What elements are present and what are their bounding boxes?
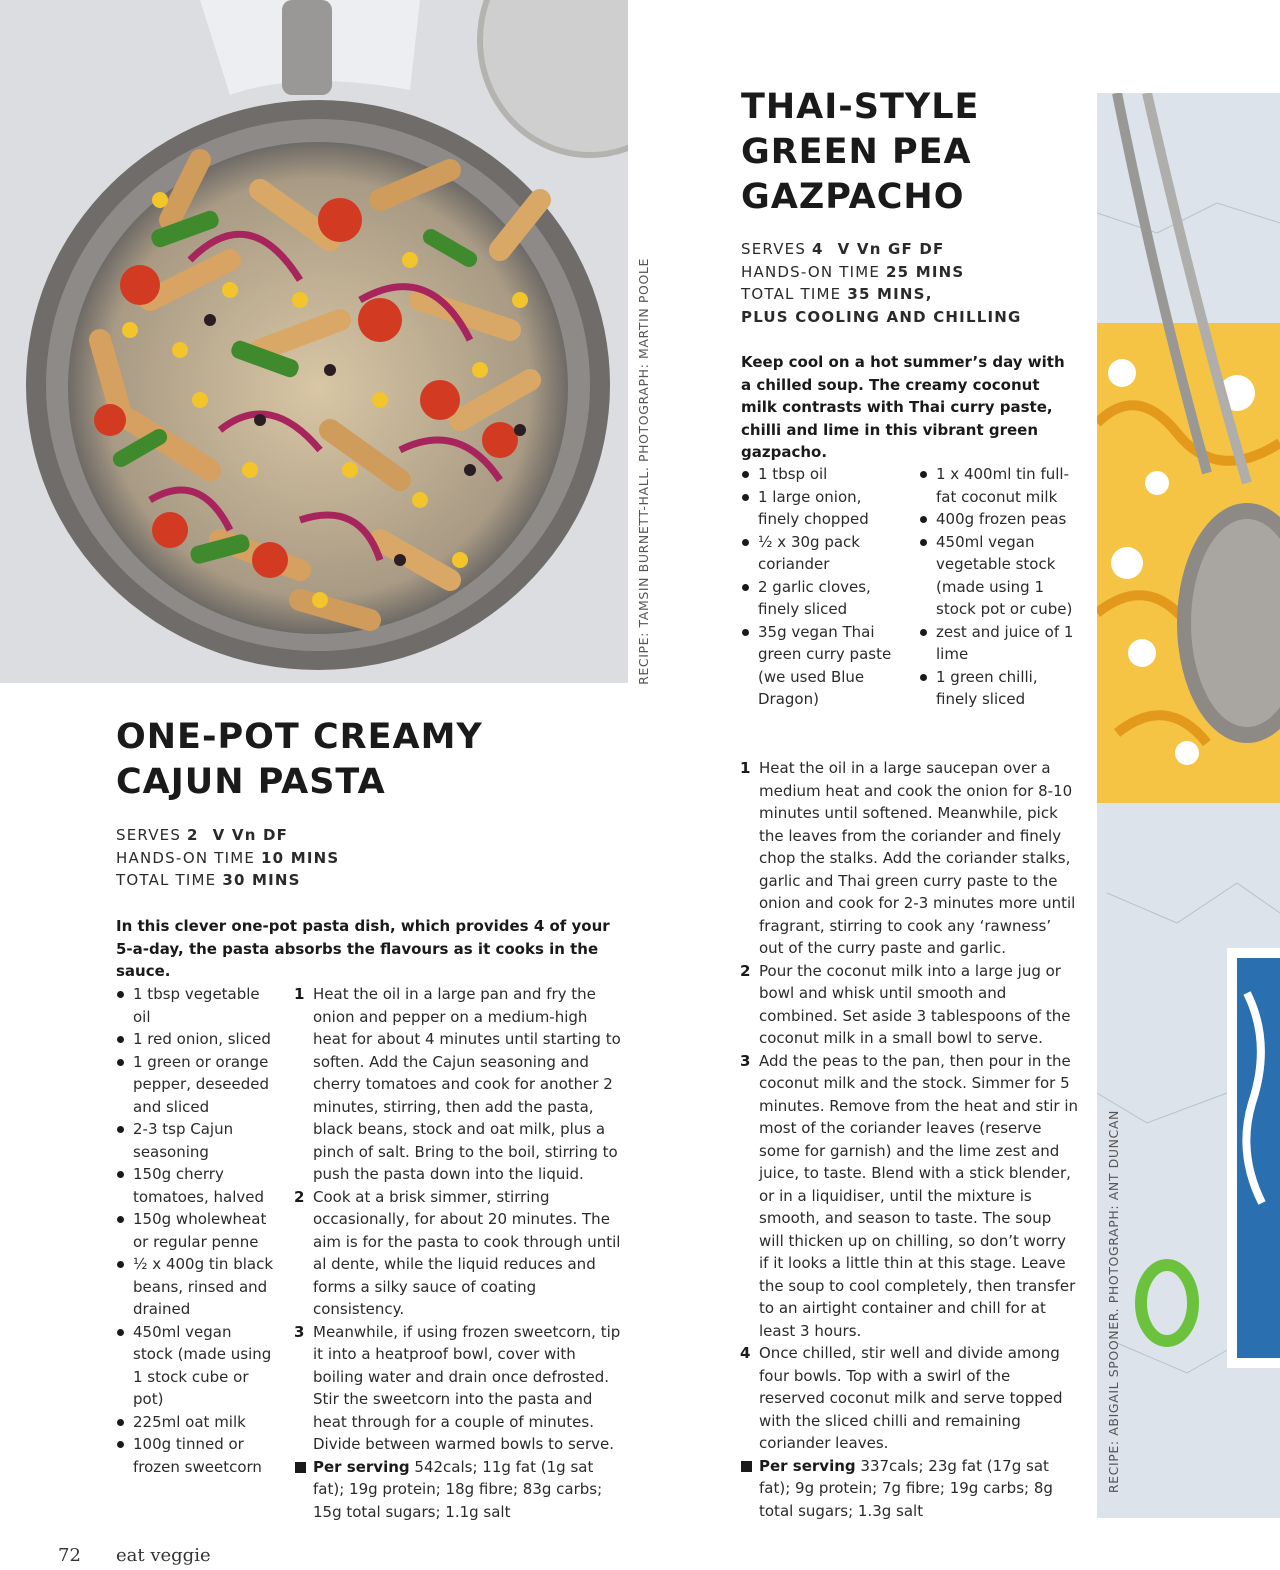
- total-label: TOTAL TIME: [116, 871, 217, 889]
- ingredient-item: 150g cherry tomatoes, halved: [116, 1163, 276, 1208]
- square-bullet-icon: [741, 1461, 752, 1472]
- recipe2-method: [740, 757, 1078, 1522]
- ingredient-item: 35g vegan Thai green curry paste (we used Blue Dragon): [741, 621, 901, 711]
- step-text: Once chilled, stir well and divide among four bowls. Top with a swirl of the reserved coconut milk and serve topped with the sliced chilli and remaining coriander leaves.: [759, 1344, 1063, 1452]
- step-number: 1: [294, 985, 305, 1003]
- method-step: [740, 960, 1078, 1050]
- ingredient-item: 1 tbsp oil: [741, 463, 901, 486]
- method-step: [294, 1321, 624, 1456]
- hands-on-value: 25 MINS: [886, 262, 965, 281]
- magazine-name: eat veggie: [116, 1545, 211, 1566]
- ingredient-item: 100g tinned or frozen sweetcorn: [116, 1433, 276, 1478]
- step-number: 2: [294, 1187, 305, 1206]
- ingredient-item: zest and juice of 1 lime: [919, 621, 1079, 666]
- recipe2-total: [741, 283, 1022, 306]
- serves-label: SERVES: [741, 240, 807, 258]
- nutrition-label: Per serving: [759, 1456, 856, 1475]
- ingredient-item: 225ml oat milk: [116, 1411, 276, 1434]
- total-extra: PLUS COOLING AND CHILLING: [741, 307, 1022, 326]
- ingredient-item: 400g frozen peas: [919, 508, 1079, 531]
- hands-on-label: HANDS-ON TIME: [741, 262, 881, 281]
- recipe1-total: [116, 869, 339, 892]
- recipe2-intro: Keep cool on a hot summer’s day with a chilled soup. The creamy coconut milk contrasts with Thai curry paste, chilli and lime in this vibrant green gazpacho.: [741, 353, 1065, 461]
- total-label: TOTAL TIME: [741, 285, 842, 303]
- recipe1-nutrition: [294, 1456, 624, 1524]
- ingredient-item: 1 green chilli, finely sliced: [919, 666, 1079, 711]
- serves-value: 2: [187, 826, 199, 844]
- recipe2-ingredients-col1: [741, 463, 901, 711]
- ingredient-item: 1 tbsp vegetable oil: [116, 983, 276, 1028]
- gazpacho-photo: [1097, 93, 1280, 1518]
- photo-credit-left: RECIPE: TAMSIN BURNETT-HALL. PHOTOGRAPH: MARTIN POOLE: [636, 258, 651, 685]
- recipe1-title: ONE-POT CREAMY CAJUN PASTA: [116, 717, 483, 802]
- ingredient-item: 2 garlic cloves, finely sliced: [741, 576, 901, 621]
- diet-tags: V Vn DF: [212, 826, 289, 844]
- method-step: [294, 1186, 624, 1321]
- serves-label: SERVES: [116, 826, 182, 844]
- recipe1-method: [294, 983, 624, 1523]
- nutrition-text: 542cals; 11g fat (1g sat fat); 19g protein; 18g fibre; 83g carbs; 15g total sugars; 1.1g salt: [313, 1457, 603, 1521]
- step-number: 2: [740, 961, 751, 980]
- ingredient-item: 450ml vegan stock (made using 1 stock cube or pot): [116, 1321, 276, 1411]
- step-text: Pour the coconut milk into a large jug or bowl and whisk until smooth and combined. Set aside 3 tablespoons of the coconut milk in a small bowl to serve.: [759, 961, 1071, 1047]
- ingredient-item: 150g wholewheat or regular penne: [116, 1208, 276, 1253]
- step-number: 3: [294, 1322, 305, 1341]
- hands-on-value: 10 MINS: [261, 848, 340, 867]
- recipe1-meta: [116, 824, 339, 892]
- total-value: 30 MINS: [222, 871, 301, 889]
- ingredient-item: 1 x 400ml tin full-fat coconut milk: [919, 463, 1079, 508]
- step-text: Meanwhile, if using frozen sweetcorn, tip it into a heatproof bowl, cover with boiling water and drain once defrosted. Stir the sweetcorn into the pasta and heat through for a couple of minutes. Divide between warmed bowls to serve.: [313, 1322, 621, 1453]
- method-step: [740, 757, 1078, 960]
- recipe2-nutrition: [740, 1455, 1078, 1523]
- photo-credit-right: RECIPE: ABIGAIL SPOONER. PHOTOGRAPH: ANT DUNCAN: [1106, 1110, 1121, 1494]
- recipe2-total-extra: [741, 306, 1022, 329]
- recipe2-title: THAI-STYLE GREEN PEA GAZPACHO: [741, 87, 980, 217]
- recipe1-hands-on: [116, 847, 339, 870]
- hands-on-label: HANDS-ON TIME: [116, 848, 256, 867]
- pasta-photo: [0, 0, 628, 683]
- ingredient-item: 1 green or orange pepper, deseeded and sliced: [116, 1051, 276, 1119]
- ingredient-item: 2-3 tsp Cajun seasoning: [116, 1118, 276, 1163]
- square-bullet-icon: [295, 1462, 306, 1473]
- recipe1-ingredients: [116, 983, 276, 1478]
- ingredient-item: 1 large onion, finely chopped: [741, 486, 901, 531]
- recipe1-intro: In this clever one-pot pasta dish, which provides 4 of your 5-a-day, the pasta absorbs the flavours as it cooks in the sauce.: [116, 917, 610, 980]
- step-number: 3: [740, 1051, 751, 1070]
- step-number: 1: [740, 759, 751, 777]
- method-step: [740, 1342, 1078, 1455]
- nutrition-text: 337cals; 23g fat (17g sat fat); 9g protein; 7g fibre; 19g carbs; 8g total sugars; 1.3g salt: [759, 1456, 1053, 1520]
- step-number: 4: [740, 1344, 751, 1362]
- recipe1-serves: [116, 824, 339, 847]
- recipe2-hands-on: [741, 261, 1022, 284]
- method-step: [740, 1050, 1078, 1343]
- diet-tags: V Vn GF DF: [837, 240, 945, 258]
- recipe2-ingredients-col2: [919, 463, 1079, 711]
- step-text: Add the peas to the pan, then pour in the coconut milk and the stock. Simmer for 5 minutes. Remove from the heat and stir in most of the coriander leaves (reserve some for garnish) and the lime zest and juice, to taste. Blend with a stick blender, or in a liquidiser, until the mixture is smooth, and season to taste. The soup will thicken up on chilling, so don’t worry if it looks a little thin at this stage. Leave the soup to cool completely, then transfer to an airtight container and chill for at least 3 hours.: [759, 1051, 1078, 1340]
- page-number: 72: [58, 1545, 81, 1566]
- recipe2-meta: [741, 238, 1022, 328]
- step-text: Cook at a brisk simmer, stirring occasionally, for about 20 minutes. The aim is for the pasta to cook through until al dente, while the liquid reduces and forms a silky sauce of coating consistency.: [313, 1187, 621, 1318]
- recipe2-serves: [741, 238, 1022, 261]
- ingredient-item: ½ x 30g pack coriander: [741, 531, 901, 576]
- method-step: [294, 983, 624, 1186]
- ingredient-item: ½ x 400g tin black beans, rinsed and drained: [116, 1253, 276, 1321]
- serves-value: 4: [812, 240, 824, 258]
- nutrition-label: Per serving: [313, 1457, 410, 1476]
- ingredient-item: 1 red onion, sliced: [116, 1028, 276, 1051]
- step-text: Heat the oil in a large pan and fry the onion and pepper on a medium-high heat for about 4 minutes until starting to soften. Add the Cajun seasoning and cherry tomatoes and cook for another 2 minutes, stirring, then add the pasta, black beans, stock and oat milk, plus a pinch of salt. Bring to the boil, stirring to push the pasta down into the liquid.: [313, 985, 621, 1183]
- total-value: 35 MINS,: [847, 285, 933, 303]
- step-text: Heat the oil in a large saucepan over a medium heat and cook the onion for 8-10 minutes until softened. Meanwhile, pick the leaves from the coriander and finely chop the stalks. Add the coriander stalks, garlic and Thai green curry paste to the onion and cook for 2-3 minutes more until fragrant, stirring to cook any ‘rawness’ out of the curry paste and garlic.: [759, 759, 1076, 957]
- ingredient-item: 450ml vegan vegetable stock (made using 1 stock pot or cube): [919, 531, 1079, 621]
